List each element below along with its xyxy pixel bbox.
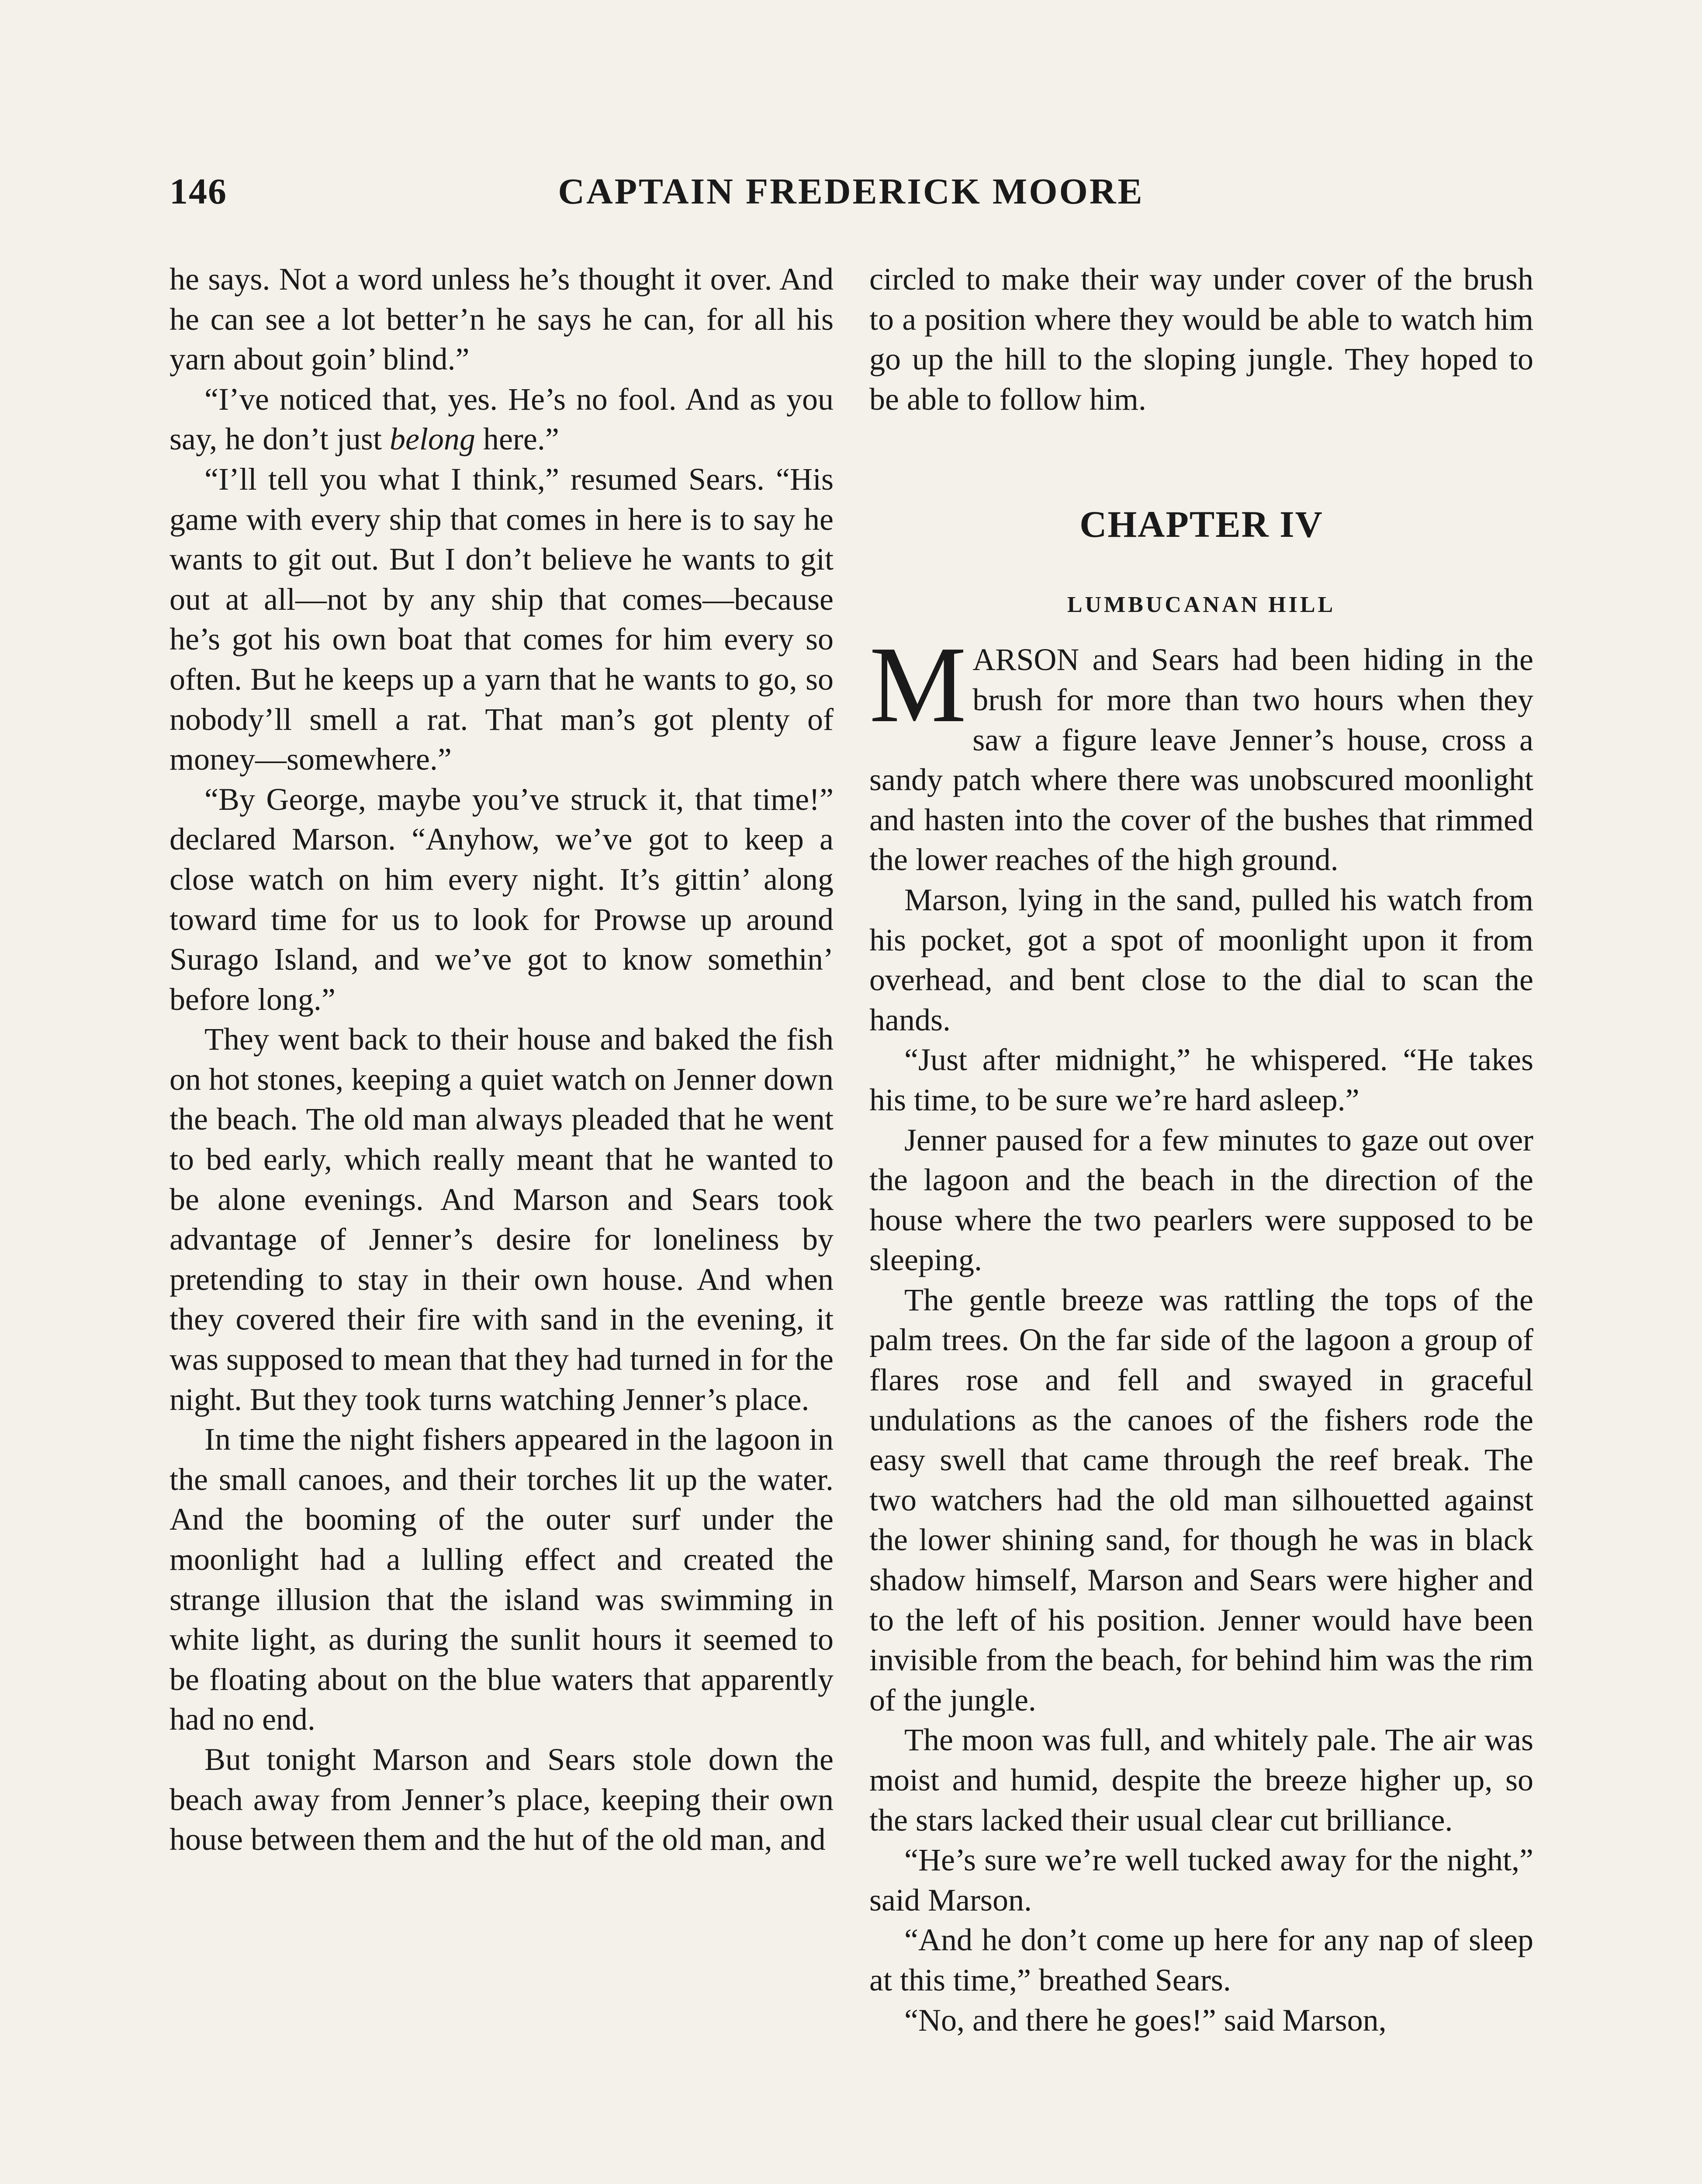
- paragraph: circled to make their way under cover of the brush to a position where they would be able to watch him go up the hill to the sloping jungle. They hoped to be able to follow him.: [869, 262, 1533, 417]
- paragraph: The moon was full, and whitely pale. The air was moist and humid, despite the breeze higher up, so the stars lacked their usual clear cut brilliance.: [869, 1722, 1533, 1838]
- chapter-title: CHAPTER IV: [1079, 503, 1323, 546]
- chapter-subtitle: LUMBUCANAN HILL: [1067, 592, 1336, 618]
- paragraph: he says. Not a word unless he’s thought it over. And he can see a lot better’n he says he can, for all his yarn about goin’ blind.”: [170, 262, 834, 377]
- paragraph: “Just after midnight,” he whispered. “He takes his time, to be sure we’re hard asleep.”: [869, 1042, 1533, 1117]
- paragraph: But tonight Marson and Sears stole down the beach away from Jenner’s place, keeping their own house between them and the hut of the old man, and: [170, 1742, 834, 1857]
- paragraph: “No, and there he goes!” said Marson,: [904, 2002, 1387, 2038]
- paragraph: “And he don’t come up here for any nap of sleep at this time,” breathed Sears.: [869, 1922, 1533, 1997]
- paragraph: “I’ll tell you what I think,” resumed Sears. “His game with every ship that comes in here is to say he wants to git out. But I don’t believe he wants to git out at all—not by any ship that comes—because he’s got his own boat that comes for him every so often. But he keeps up a yarn that he wants to go, so nobody’ll smell a rat. That man’s got plenty of money—somewhere.”: [170, 461, 834, 777]
- right-column: [869, 259, 1533, 2040]
- paragraph: In time the night fishers appeared in the lagoon in the small canoes, and their torches lit up the water. And the booming of the outer surf under the moonlight had a lulling effect and created the strange illusion that the island was swimming in white light, as during the sunlit hours it seemed to be floating about on the blue waters that apparently had no end.: [170, 1422, 834, 1737]
- paragraph: They went back to their house and baked the fish on hot stones, keeping a quiet watch on Jenner down the beach. The old man always pleaded that he went to bed early, which really meant that he wanted to be alone evenings. And Marson and Sears took advantage of Jenner’s desire for loneliness by pretending to stay in their own house. And when they covered their fire with sand in the evening, it was supposed to mean that they had turned in for the night. But they took turns watching Jenner’s place.: [170, 1022, 834, 1417]
- paragraph-text: here.”: [483, 422, 559, 457]
- paragraph: The gentle breeze was rattling the tops of the palm trees. On the far side of the lagoon a group of flares rose and fell and swayed in graceful undulations as the canoes of the fishers rode the easy swell that came through the reef break. The two watchers had the old man silhouetted against the lower shining sand, for though he was in black shadow himself, Marson and Sears were higher and to the left of his position. Jenner would have been invisible from the beach, for behind him was the rim of the jungle.: [869, 1282, 1533, 1717]
- drop-cap: M: [869, 624, 967, 746]
- italic-word: belong: [389, 422, 475, 457]
- page-number: 146: [170, 171, 227, 212]
- paragraph-text: “I’ve noticed that, yes. He’s no fool. And as you say, he don’t just: [170, 381, 834, 457]
- paragraph: “By George, maybe you’ve struck it, that time!” declared Marson. “Anyhow, we’ve got to keep a close watch on him every night. It’s gittin’ along toward time for us to look for Prowse up around Surago Island, and we’ve got to know somethin’ before long.”: [170, 781, 834, 1017]
- paragraph: [170, 380, 834, 460]
- chapter-opening-paragraph: [869, 624, 1533, 880]
- paragraph: Marson, lying in the sand, pulled his watch from his pocket, got a spot of moonlight upon it from overhead, and bent close to the dial to scan the hands.: [869, 882, 1533, 1037]
- page-header: [170, 170, 1532, 223]
- left-column: [170, 259, 834, 1860]
- paragraph-text: ARSON and Sears had been hiding in the brush for more than two hours when they saw a figure leave Jenner’s house, cross a sandy patch where there was unobscured moonlight and hasten into the cover of the bushes that rimmed the lower reaches of the high ground.: [869, 642, 1533, 878]
- paragraph: Jenner paused for a few minutes to gaze out over the lagoon and the beach in the direction of the house where the two pearlers were supposed to be sleeping.: [869, 1122, 1533, 1278]
- running-title: CAPTAIN FREDERICK MOORE: [558, 171, 1144, 212]
- paragraph: “He’s sure we’re well tucked away for the night,” said Marson.: [869, 1842, 1533, 1918]
